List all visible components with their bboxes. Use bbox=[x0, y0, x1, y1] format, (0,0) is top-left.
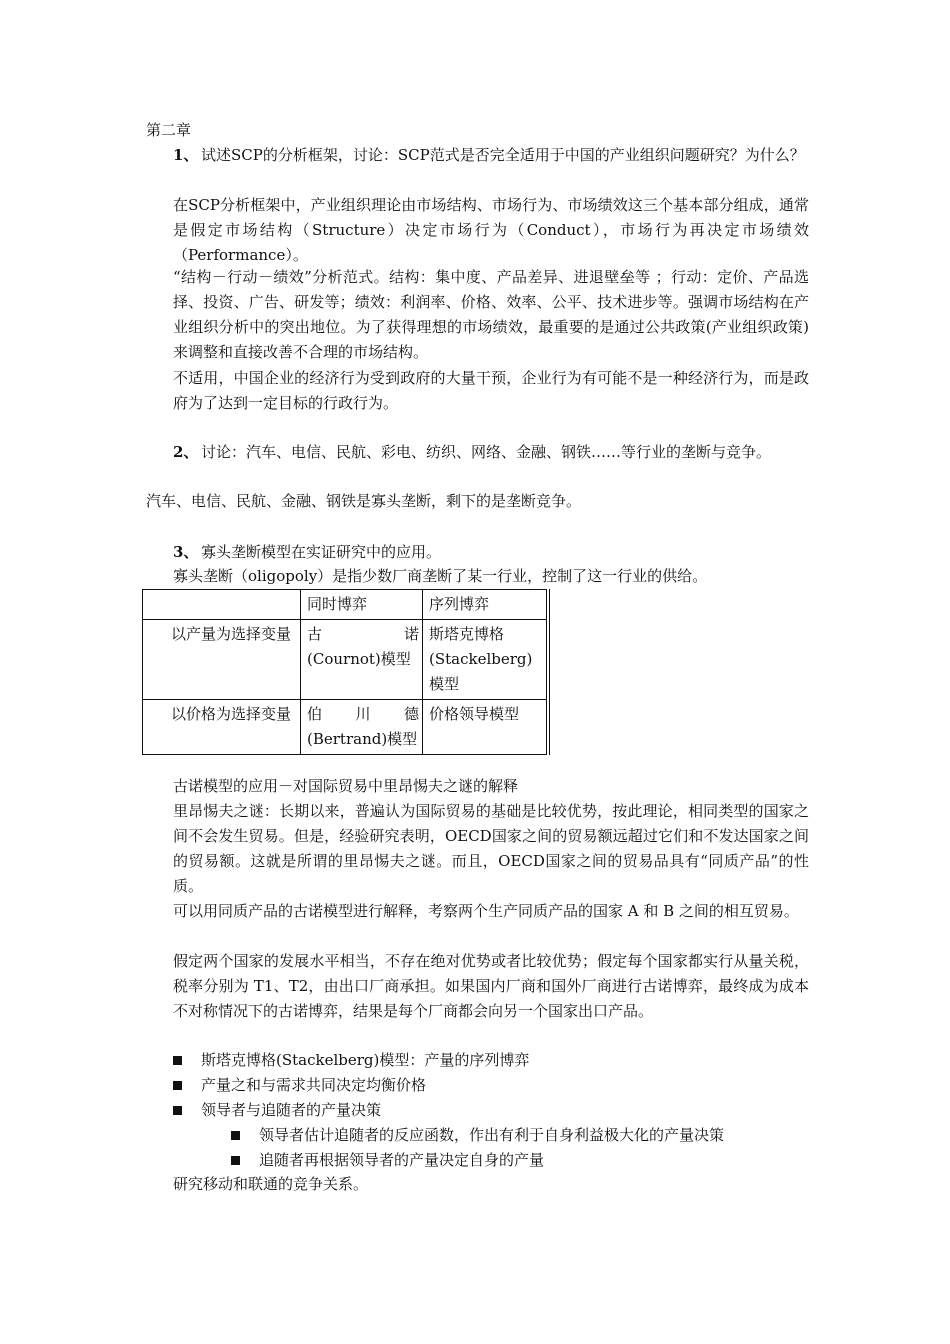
question-1 bbox=[173, 143, 809, 168]
cell-text: 价格领导模型 bbox=[429, 705, 520, 723]
table-cell bbox=[143, 590, 301, 620]
bullet-item bbox=[173, 1073, 426, 1098]
answer-paragraph: 假定两个国家的发展水平相当，不存在绝对优势或者比较优势；假定每个国家都实行从量关税，税率分别为 T1、T2，由出口厂商承担。如果国内厂商和国外厂商进行古诺博弈，最终成为成本不对称情况下的古诺博弈，结果是每个厂商都会向另一个国家出口产品。 bbox=[173, 952, 809, 1020]
bullet-item bbox=[173, 1048, 529, 1073]
answer-paragraph: 可以用同质产品的古诺模型进行解释，考察两个生产同质产品的国家 A 和 B 之间的相互贸易。 bbox=[173, 902, 799, 920]
oligopoly-model-table bbox=[142, 589, 550, 755]
cell-text: 斯塔克博格 bbox=[429, 625, 505, 643]
bullet-square-icon bbox=[231, 1131, 240, 1140]
cell-text: (Stackelberg)模型 bbox=[429, 650, 533, 693]
cell-text: (Cournot)模型 bbox=[307, 650, 411, 668]
question-text: 寡头垄断模型在实证研究中的应用。 bbox=[201, 543, 442, 561]
sub-bullet-item bbox=[231, 1123, 724, 1148]
answer-paragraph: “结构－行动－绩效”分析范式。结构：集中度、产品差异、进退壁垒等 ；行动：定价、产品选择、投资、广告、研发等；绩效：利润率、价格、效率、公平、技术进步等。强调市场结构在产业组织分析中的突出地位。为了获得理想的市场绩效，最重要的是通过公共政策(产业组织政策)来调整和直接改善不合理的市场结构。 bbox=[173, 268, 809, 361]
table-header-cell: 同时博弈 bbox=[301, 590, 423, 620]
bullet-square-icon bbox=[173, 1056, 182, 1065]
bullet-text: 领导者与追随者的产量决策 bbox=[201, 1101, 382, 1119]
chapter-heading: 第二章 bbox=[146, 121, 192, 139]
question-2 bbox=[173, 440, 809, 465]
question-text: 讨论：汽车、电信、民航、彩电、纺织、网络、金融、钢铁……等行业的垄断与竞争。 bbox=[201, 443, 772, 461]
answer-paragraph: 不适用，中国企业的经济行为受到政府的大量干预，企业行为有可能不是一种经济行为，而是政府为了达到一定目标的行政行为。 bbox=[173, 369, 809, 412]
question-number: 3、 bbox=[173, 543, 199, 561]
bullet-text: 领导者估计追随者的反应函数，作出有利于自身利益极大化的产量决策 bbox=[259, 1126, 725, 1144]
question-number: 2、 bbox=[173, 443, 199, 461]
question-text: 试述SCP的分析框架，讨论：SCP范式是否完全适用于中国的产业组织问题研究？为什么？ bbox=[201, 146, 805, 164]
bullet-square-icon bbox=[231, 1156, 240, 1165]
table-header-row bbox=[143, 590, 549, 620]
bullet-square-icon bbox=[173, 1081, 182, 1090]
closing-paragraph: 研究移动和联通的竞争关系。 bbox=[173, 1175, 369, 1193]
bullet-text: 产量之和与需求共同决定均衡价格 bbox=[201, 1076, 427, 1094]
cell-text: 古 诺 bbox=[307, 625, 419, 643]
table-cell bbox=[423, 620, 549, 700]
bullet-text: 斯塔克博格(Stackelberg)模型：产量的序列博弈 bbox=[201, 1051, 530, 1069]
cell-text: (Bertrand)模型 bbox=[307, 730, 418, 748]
table-header-cell: 序列博弈 bbox=[423, 590, 549, 620]
question-3 bbox=[173, 540, 809, 565]
bullet-text: 追随者再根据领导者的产量决定自身的产量 bbox=[259, 1151, 545, 1169]
table-row bbox=[143, 700, 549, 755]
row-label: 以价格为选择变量 bbox=[143, 700, 301, 755]
answer-paragraph: 汽车、电信、民航、金融、钢铁是寡头垄断，剩下的是垄断竞争。 bbox=[146, 492, 582, 510]
answer-paragraph: 寡头垄断（oligopoly）是指少数厂商垄断了某一行业，控制了这一行业的供给。 bbox=[173, 567, 708, 585]
table-cell bbox=[301, 700, 423, 755]
answer-paragraph: 里昂惕夫之谜：长期以来，普遍认为国际贸易的基础是比较优势，按此理论，相同类型的国家之间不会发生贸易。但是，经验研究表明，OECD国家之间的贸易额远超过它们和不发达国家之间的贸易额。这就是所谓的里昂惕夫之谜。而且，OECD国家之间的贸易品具有“同质产品”的性质。 bbox=[173, 802, 809, 895]
bullet-item bbox=[173, 1098, 381, 1123]
table-row bbox=[143, 620, 549, 700]
answer-paragraph: 在SCP分析框架中，产业组织理论由市场结构、市场行为、市场绩效这三个基本部分组成，通常是假定市场结构（Structure）决定市场行为（Conduct），市场行为再决定市场绩效（Performance）。 bbox=[173, 196, 809, 264]
sub-bullet-item bbox=[231, 1148, 544, 1173]
row-label: 以产量为选择变量 bbox=[143, 620, 301, 700]
table-cell bbox=[423, 700, 549, 755]
question-number: 1、 bbox=[173, 146, 199, 164]
bullet-square-icon bbox=[173, 1106, 182, 1115]
cell-text: 伯 川 德 bbox=[307, 705, 419, 723]
table-cell bbox=[301, 620, 423, 700]
answer-paragraph: 古诺模型的应用－对国际贸易中里昂惕夫之谜的解释 bbox=[173, 777, 519, 795]
